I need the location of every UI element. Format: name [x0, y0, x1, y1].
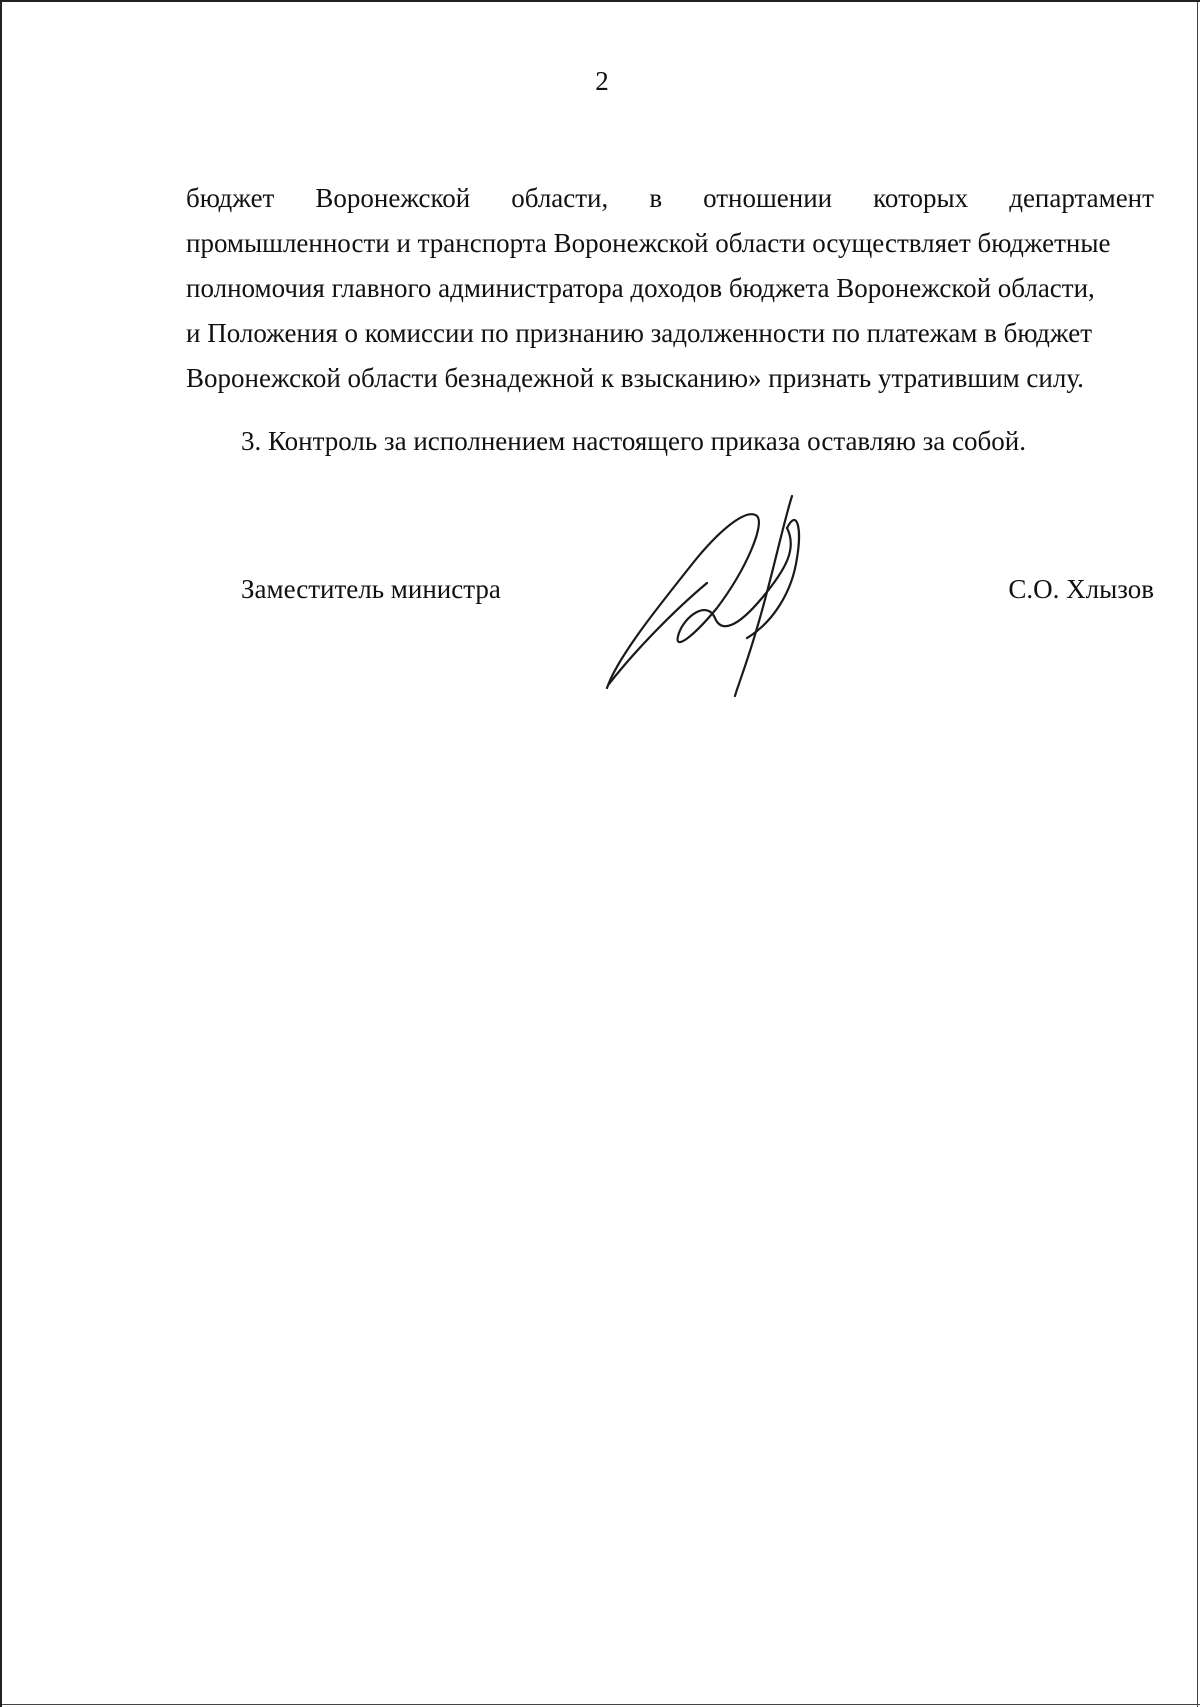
text-line-4: и Положения о комиссии по признанию задолженности по платежам в бюджет	[186, 318, 1093, 348]
word: бюджет	[186, 183, 275, 213]
word: в	[649, 183, 663, 213]
text-line-5: Воронежской области безнадежной к взысканию» признать утратившим силу.	[186, 363, 1084, 393]
word: отношении	[703, 183, 833, 213]
scan-edge	[2, 1704, 1200, 1705]
signer-name: С.О. Хлызов	[1008, 574, 1154, 604]
paragraph-continuation	[186, 176, 1154, 401]
numbered-item-3: 3. Контроль за исполнением настоящего приказа оставляю за собой.	[241, 426, 1026, 456]
text-line-2: промышленности и транспорта Воронежской области осуществляет бюджетные	[186, 228, 1111, 258]
word: области,	[511, 183, 609, 213]
word: департамент	[1009, 183, 1154, 213]
word: которых	[873, 183, 969, 213]
word: Воронежской	[315, 183, 471, 213]
text-line-3: полномочия главного администратора доходов бюджета Воронежской области,	[186, 273, 1095, 303]
signature-icon	[597, 488, 857, 698]
signer-title: Заместитель министра	[241, 574, 501, 604]
scan-edge	[1197, 2, 1198, 1707]
text-line-1	[186, 176, 1154, 221]
page-number: 2	[595, 66, 609, 96]
